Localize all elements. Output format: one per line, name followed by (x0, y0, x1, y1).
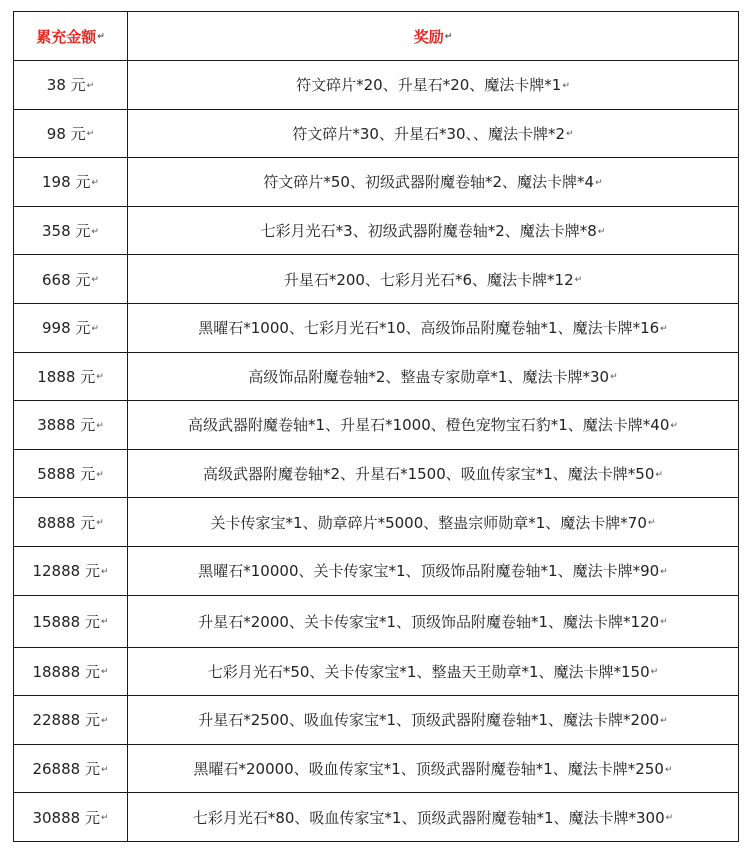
reward-value: 符文碎片*30、升星石*30、、魔法卡牌*2 (292, 124, 566, 143)
paragraph-mark-icon: ↵ (97, 32, 105, 42)
paragraph-mark-icon: ↵ (655, 469, 663, 480)
table-row (14, 158, 739, 207)
paragraph-mark-icon: ↵ (647, 518, 656, 529)
amount-value: 12888 元 (32, 562, 100, 581)
paragraph-mark-icon: ↵ (562, 80, 570, 91)
reward-value: 七彩月光石*50、关卡传家宝*1、整蛊天王勋章*1、魔法卡牌*150 (207, 662, 650, 681)
paragraph-mark-icon: ↵ (91, 275, 99, 286)
reward-cell (128, 449, 739, 498)
paragraph-mark-icon: ↵ (100, 566, 109, 577)
amount-cell (14, 303, 128, 352)
reward-cell (128, 109, 739, 158)
table-body (14, 61, 739, 842)
amount-value: 15888 元 (32, 612, 100, 631)
table-row (14, 744, 739, 793)
reward-cell (128, 303, 739, 352)
reward-cell (128, 352, 739, 401)
table-row (14, 793, 739, 842)
paragraph-mark-icon: ↵ (595, 177, 603, 188)
header-amount-cell (14, 12, 128, 61)
reward-cell (128, 546, 739, 595)
reward-value: 高级武器附魔卷轴*1、升星石*1000、橙色宠物宝石豹*1、魔法卡牌*40 (188, 416, 670, 435)
amount-value: 38 元 (46, 76, 86, 95)
reward-cell (128, 696, 739, 745)
amount-value: 22888 元 (32, 711, 100, 730)
reward-cell (128, 793, 739, 842)
paragraph-mark-icon: ↵ (96, 518, 104, 529)
paragraph-mark-icon: ↵ (444, 32, 453, 42)
paragraph-mark-icon: ↵ (574, 275, 583, 286)
reward-value: 关卡传家宝*1、勋章碎片*5000、整蛊宗师勋章*1、魔法卡牌*70 (210, 513, 647, 532)
amount-value: 3888 元 (37, 416, 96, 435)
reward-cell (128, 647, 739, 696)
table-row (14, 546, 739, 595)
paragraph-mark-icon: ↵ (91, 226, 99, 237)
amount-cell (14, 498, 128, 547)
table-row (14, 206, 739, 255)
paragraph-mark-icon: ↵ (86, 80, 95, 91)
table-row (14, 303, 739, 352)
amount-value: 5888 元 (37, 465, 96, 484)
amount-cell (14, 255, 128, 304)
amount-cell (14, 595, 128, 647)
reward-value: 符文碎片*50、初级武器附魔卷轴*2、魔法卡牌*4 (263, 173, 595, 192)
paragraph-mark-icon: ↵ (100, 813, 109, 824)
paragraph-mark-icon: ↵ (660, 715, 668, 726)
table-row (14, 401, 739, 450)
reward-table-container (13, 11, 738, 842)
amount-cell (14, 61, 128, 110)
reward-cell (128, 206, 739, 255)
paragraph-mark-icon: ↵ (650, 667, 659, 678)
amount-cell (14, 793, 128, 842)
reward-value: 升星石*200、七彩月光石*6、魔法卡牌*12 (283, 270, 574, 289)
amount-cell (14, 109, 128, 158)
table-row (14, 498, 739, 547)
header-reward-cell (128, 12, 739, 61)
reward-cell (128, 498, 739, 547)
paragraph-mark-icon: ↵ (665, 813, 674, 824)
amount-cell (14, 546, 128, 595)
reward-value: 升星石*2000、关卡传家宝*1、顶级饰品附魔卷轴*1、魔法卡牌*120 (198, 612, 660, 631)
table-row (14, 61, 739, 110)
paragraph-mark-icon: ↵ (91, 177, 99, 188)
reward-value: 升星石*2500、吸血传家宝*1、顶级武器附魔卷轴*1、魔法卡牌*200 (198, 711, 660, 730)
amount-value: 30888 元 (32, 808, 100, 827)
paragraph-mark-icon: ↵ (100, 667, 109, 678)
amount-cell (14, 744, 128, 793)
amount-value: 98 元 (46, 124, 86, 143)
header-reward-label: 奖励 (413, 27, 444, 46)
reward-value: 黑曜石*20000、吸血传家宝*1、顶级武器附魔卷轴*1、魔法卡牌*250 (193, 760, 664, 779)
reward-cell (128, 595, 739, 647)
paragraph-mark-icon: ↵ (597, 226, 606, 237)
amount-cell (14, 449, 128, 498)
amount-cell (14, 696, 128, 745)
reward-value: 七彩月光石*3、初级武器附魔卷轴*2、魔法卡牌*8 (260, 222, 597, 241)
amount-value: 668 元 (42, 270, 91, 289)
table-header-row (14, 12, 739, 61)
reward-cell (128, 61, 739, 110)
amount-value: 198 元 (42, 173, 91, 192)
amount-cell (14, 352, 128, 401)
table-row (14, 449, 739, 498)
reward-value: 符文碎片*20、升星石*20、魔法卡牌*1 (296, 76, 562, 95)
amount-value: 358 元 (42, 222, 91, 241)
header-amount-label: 累充金额 (36, 27, 97, 46)
paragraph-mark-icon: ↵ (96, 469, 104, 480)
table-row (14, 647, 739, 696)
reward-value: 黑曜石*10000、关卡传家宝*1、顶级饰品附魔卷轴*1、魔法卡牌*90 (198, 562, 660, 581)
paragraph-mark-icon: ↵ (670, 420, 678, 431)
paragraph-mark-icon: ↵ (664, 764, 673, 775)
amount-value: 1888 元 (37, 367, 96, 386)
paragraph-mark-icon: ↵ (610, 372, 618, 383)
amount-cell (14, 647, 128, 696)
table-row (14, 255, 739, 304)
reward-cell (128, 744, 739, 793)
amount-cell (14, 158, 128, 207)
paragraph-mark-icon: ↵ (100, 764, 109, 775)
table-row (14, 109, 739, 158)
paragraph-mark-icon: ↵ (660, 566, 668, 577)
paragraph-mark-icon: ↵ (566, 129, 574, 140)
amount-value: 998 元 (42, 319, 91, 338)
paragraph-mark-icon: ↵ (96, 420, 104, 431)
paragraph-mark-icon: ↵ (86, 129, 95, 140)
table-row (14, 696, 739, 745)
amount-value: 26888 元 (32, 760, 100, 779)
reward-cell (128, 158, 739, 207)
reward-value: 七彩月光石*80、吸血传家宝*1、顶级武器附魔卷轴*1、魔法卡牌*300 (192, 808, 665, 827)
paragraph-mark-icon: ↵ (91, 323, 99, 334)
cumulative-recharge-reward-table (13, 11, 739, 842)
paragraph-mark-icon: ↵ (96, 372, 104, 383)
amount-value: 18888 元 (32, 662, 100, 681)
table-row (14, 595, 739, 647)
reward-value: 高级武器附魔卷轴*2、升星石*1500、吸血传家宝*1、魔法卡牌*50 (203, 465, 655, 484)
paragraph-mark-icon: ↵ (660, 617, 668, 628)
table-row (14, 352, 739, 401)
amount-value: 8888 元 (37, 513, 96, 532)
paragraph-mark-icon: ↵ (660, 323, 668, 334)
paragraph-mark-icon: ↵ (100, 617, 109, 628)
reward-value: 黑曜石*1000、七彩月光石*10、高级饰品附魔卷轴*1、魔法卡牌*16 (198, 319, 660, 338)
reward-value: 高级饰品附魔卷轴*2、整蛊专家勋章*1、魔法卡牌*30 (248, 367, 610, 386)
paragraph-mark-icon: ↵ (100, 715, 109, 726)
reward-cell (128, 255, 739, 304)
amount-cell (14, 401, 128, 450)
amount-cell (14, 206, 128, 255)
reward-cell (128, 401, 739, 450)
